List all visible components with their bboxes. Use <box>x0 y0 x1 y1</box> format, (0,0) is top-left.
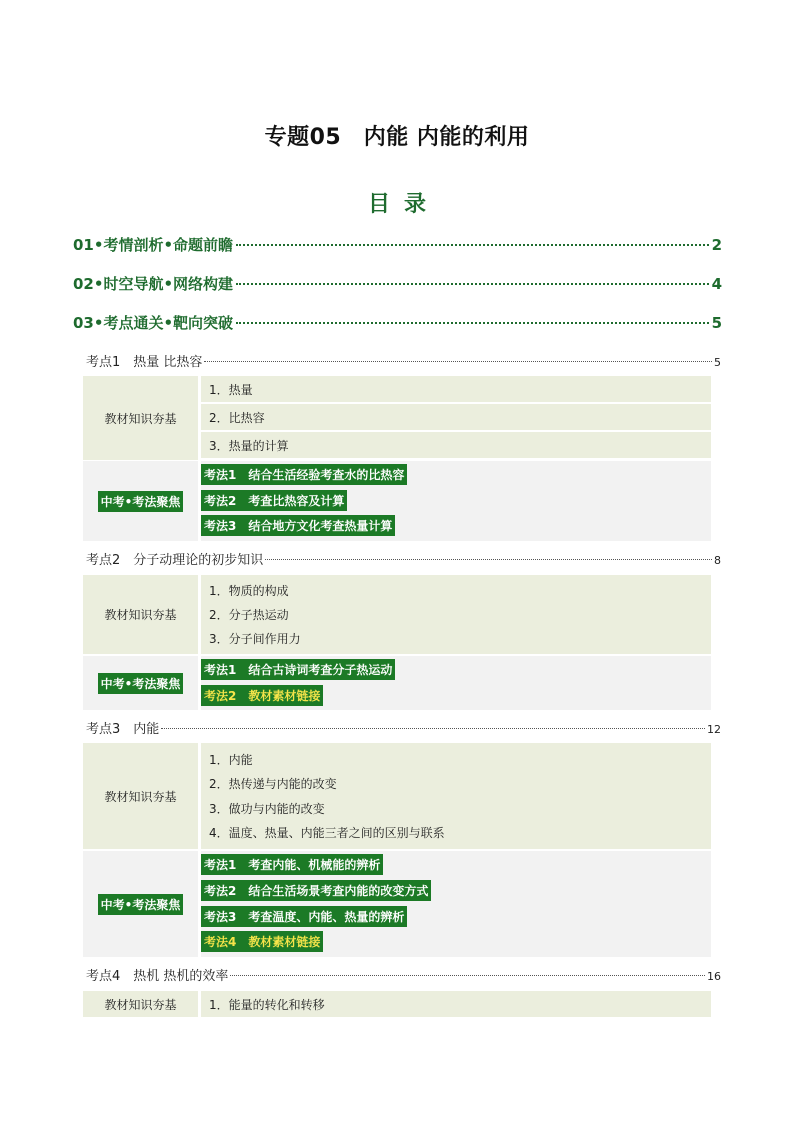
focus-label-badge: 中考•考法聚焦 <box>98 894 184 915</box>
toc-section-2[interactable] <box>73 273 722 294</box>
focus-label-badge: 中考•考法聚焦 <box>98 673 184 694</box>
toc-section-1[interactable] <box>73 234 722 255</box>
toc-topic-label: 考点1 热量 比热容 <box>86 355 203 370</box>
knowledge-item[interactable]: 2．热传递与内能的改变 <box>209 777 337 792</box>
knowledge-group-t1 <box>83 376 711 460</box>
focus-label-badge: 中考•考法聚焦 <box>98 491 184 512</box>
knowledge-item[interactable]: 3．做功与内能的改变 <box>209 801 325 816</box>
focus-item[interactable]: 考法3 考查温度、内能、热量的辨析 <box>201 906 407 927</box>
knowledge-label: 教材知识夯基 <box>83 575 198 654</box>
toc-page-number: 16 <box>707 970 721 983</box>
knowledge-label: 教材知识夯基 <box>83 991 198 1017</box>
toc-page-number: 12 <box>707 723 721 736</box>
focus-group-t2 <box>83 656 711 710</box>
toc-leader-dots <box>161 728 705 729</box>
toc-page-number: 5 <box>714 356 721 369</box>
toc-leader-dots <box>230 975 705 976</box>
knowledge-item[interactable]: 2．分子热运动 <box>209 607 289 622</box>
knowledge-item[interactable]: 3．热量的计算 <box>201 432 711 458</box>
toc-leader-dots <box>204 361 712 362</box>
knowledge-group-t2 <box>83 575 711 654</box>
focus-item[interactable]: 考法1 考查内能、机械能的辨析 <box>201 854 383 875</box>
page-title: 专题05 内能 内能的利用 <box>264 125 530 150</box>
toc-leader-dots <box>236 244 709 246</box>
toc-page-number: 5 <box>711 314 722 332</box>
toc-topic-2[interactable] <box>86 549 721 568</box>
toc-topic-1[interactable] <box>86 351 721 370</box>
knowledge-item[interactable]: 1．物质的构成 <box>209 584 289 599</box>
knowledge-item[interactable]: 1．能量的转化和转移 <box>201 991 711 1017</box>
toc-section-3[interactable] <box>73 312 722 333</box>
focus-item[interactable]: 考法1 结合古诗词考查分子热运动 <box>201 659 395 680</box>
knowledge-label: 教材知识夯基 <box>83 376 198 460</box>
focus-item[interactable]: 考法2 考查比热容及计算 <box>201 490 347 511</box>
toc-topic-label: 考点2 分子动理论的初步知识 <box>86 553 264 568</box>
focus-item[interactable]: 考法2 结合生活场景考查内能的改变方式 <box>201 880 431 901</box>
toc-topic-4[interactable] <box>86 965 721 984</box>
focus-group-t3 <box>83 851 711 957</box>
focus-item[interactable]: 考法2 教材素材链接 <box>201 685 323 706</box>
toc-section-label: 03•考点通关•靶向突破 <box>73 314 234 332</box>
focus-item[interactable]: 考法4 教材素材链接 <box>201 931 323 952</box>
toc-topic-3[interactable] <box>86 718 721 737</box>
knowledge-item[interactable]: 3．分子间作用力 <box>209 631 301 646</box>
knowledge-group-t3 <box>83 743 711 849</box>
knowledge-item[interactable]: 4．温度、热量、内能三者之间的区别与联系 <box>209 826 445 841</box>
knowledge-label: 教材知识夯基 <box>83 743 198 849</box>
toc-leader-dots <box>265 559 712 560</box>
toc-section-label: 01•考情剖析•命题前瞻 <box>73 236 234 254</box>
toc-topic-label: 考点4 热机 热机的效率 <box>86 969 229 984</box>
knowledge-item[interactable]: 1．热量 <box>201 376 711 402</box>
toc-section-label: 02•时空导航•网络构建 <box>73 275 234 293</box>
focus-item[interactable]: 考法3 结合地方文化考查热量计算 <box>201 515 395 536</box>
toc-leader-dots <box>236 283 709 285</box>
focus-item[interactable]: 考法1 结合生活经验考查水的比热容 <box>201 464 407 485</box>
knowledge-item[interactable]: 1．内能 <box>209 752 253 767</box>
toc-topic-label: 考点3 内能 <box>86 722 160 737</box>
toc-leader-dots <box>236 322 709 324</box>
toc-page-number: 2 <box>711 236 722 254</box>
knowledge-group-t4 <box>83 991 711 1017</box>
knowledge-item[interactable]: 2．比热容 <box>201 404 711 430</box>
focus-group-t1 <box>83 461 711 541</box>
toc-heading: 目录 <box>367 192 440 217</box>
toc-page-number: 4 <box>711 275 722 293</box>
toc-page-number: 8 <box>714 554 721 567</box>
